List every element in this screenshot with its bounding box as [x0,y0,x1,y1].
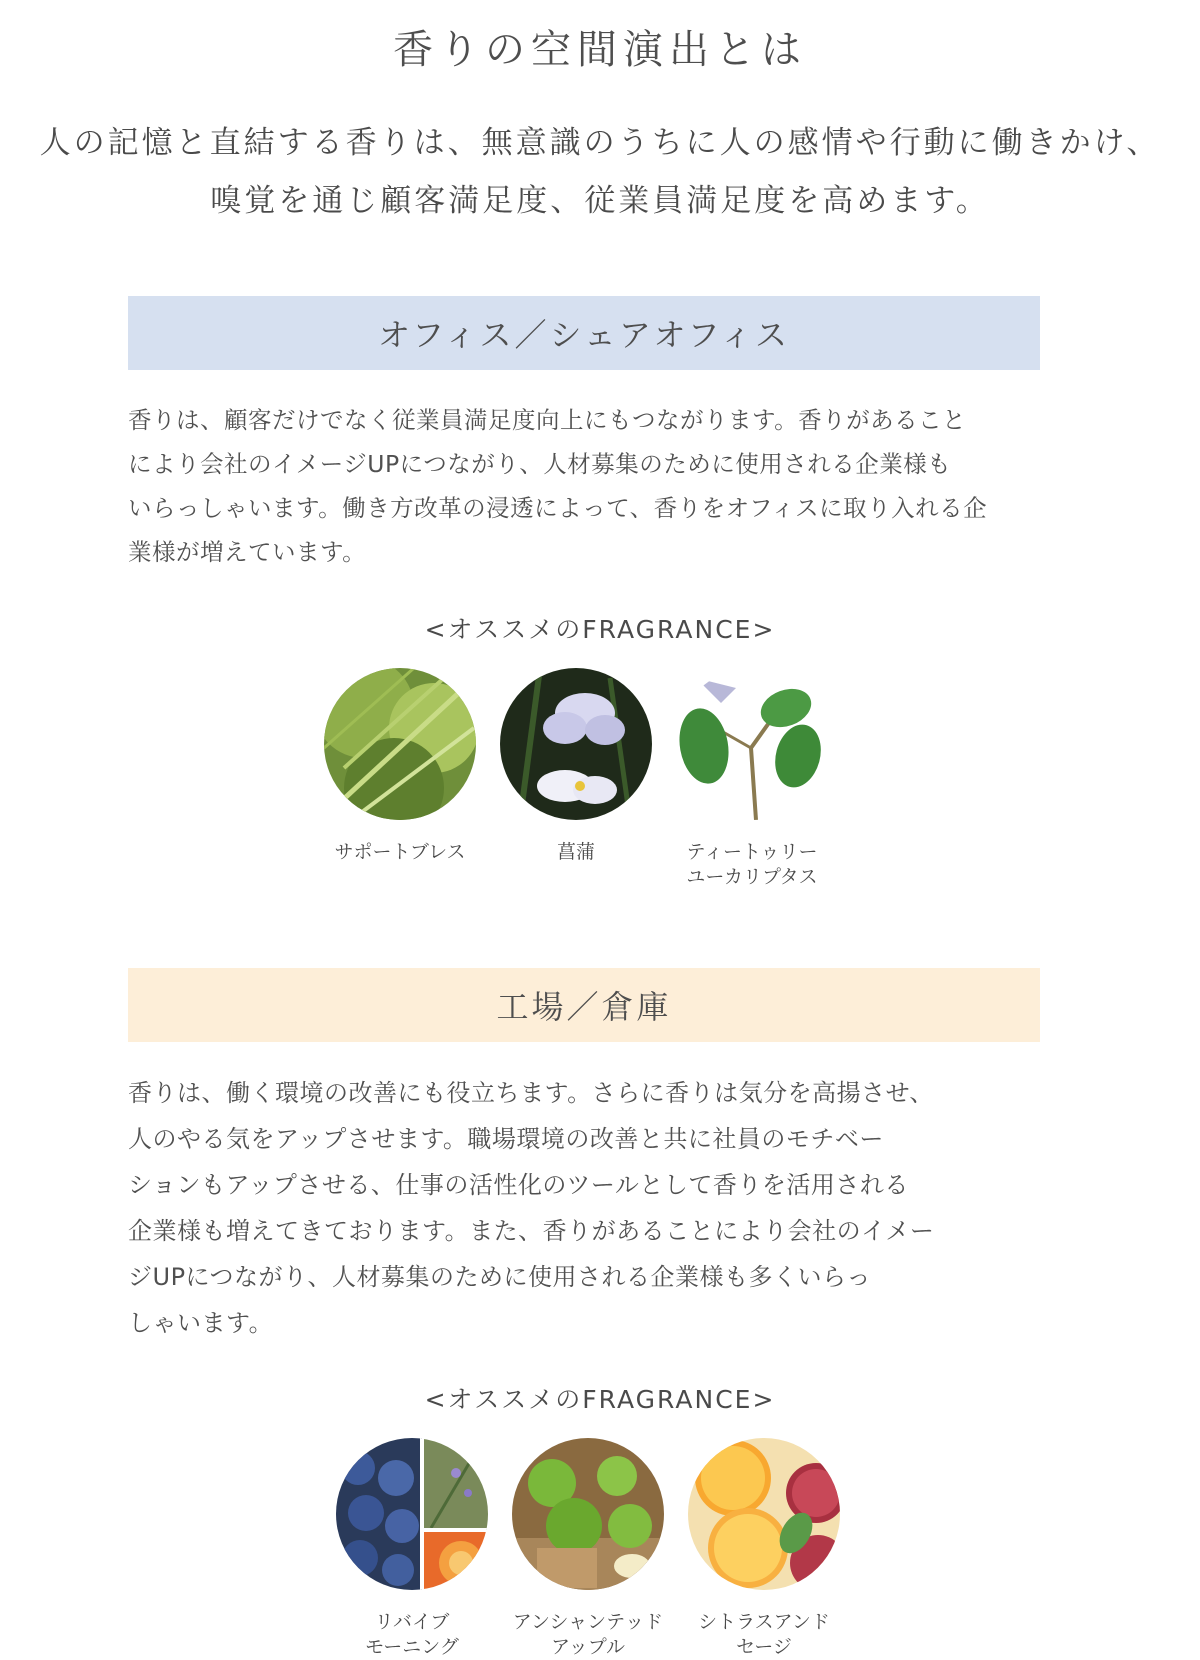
section-body-office [128,398,1040,574]
page-title: 香りの空間演出とは [393,27,807,73]
fragrance-label-line: リバイブ [374,1611,450,1633]
section-heading-factory: 工場／倉庫 [128,968,1040,1042]
body-line: しゃいます。 [128,1309,274,1337]
body-line: 香りは、働く環境の改善にも役立ちます。さらに香りは気分を高揚させ、 [128,1079,934,1107]
body-line: 香りは、顧客だけでなく従業員満足度向上にもつながります。香りがあること [128,406,967,434]
body-line: により会社のイメージUPにつながり、人材募集のために使用される企業様も [128,450,952,478]
eucalyptus-leaf-image [676,668,828,820]
fragrance-item[interactable] [322,1438,502,1660]
lead-line: 人の記憶と直結する香りは、無意識のうちに人の感情や行動に働きかけ、 [39,125,1161,161]
body-line: 業様が増えています。 [128,538,367,566]
fragrance-label-line: シトラスアンド [698,1611,830,1633]
green-apple-image [512,1438,664,1590]
fragrance-label-line: ユーカリプタス [686,866,818,888]
iris-flower-image [500,668,652,820]
body-line: ジUPにつながり、人材募集のために使用される企業様も多くいらっ [128,1263,872,1291]
fragrance-item[interactable] [674,1438,854,1660]
fragrance-label-line: ティートゥリー [686,841,818,863]
fragrance-label [662,840,842,890]
fragrance-label [322,1610,502,1660]
body-line: ションもアップさせる、仕事の活性化のツールとして香りを活用される [128,1171,909,1199]
cypress-leaves-image [324,668,476,820]
body-line: 人のやる気をアップさせます。職場環境の改善と共に社員のモチベー [128,1125,884,1153]
section-body-factory [128,1070,1040,1346]
fragrance-label-line: モーニング [365,1636,459,1658]
citrus-slice-image [688,1438,840,1590]
fragrance-label-line: アンシャンテッド [512,1611,664,1633]
fragrance-item[interactable] [486,668,666,865]
lead-line: 嗅覚を通じ顧客満足度、従業員満足度を高めます。 [210,183,990,219]
fragrance-label [498,1610,678,1660]
fragrance-item[interactable] [498,1438,678,1660]
body-line: いらっしゃいます。働き方改革の浸透によって、香りをオフィスに取り入れる企 [128,494,988,522]
section-heading-office: オフィス／シェアオフィス [128,296,1040,370]
body-line: 企業様も増えてきております。また、香りがあることにより会社のイメー [128,1217,935,1245]
juniper-berry-image [336,1438,488,1590]
fragrance-label-line: アップル [551,1636,625,1658]
fragrance-label-line: サポートブレス [334,841,466,863]
recommend-title-office: <オススメのFRAGRANCE> [424,615,776,644]
lead-text [0,114,1200,230]
fragrance-label-line: セージ [736,1636,792,1658]
fragrance-label [486,840,666,865]
fragrance-item[interactable] [662,668,842,890]
fragrance-label [674,1610,854,1660]
fragrance-item[interactable] [310,668,490,865]
fragrance-label-line: 菖蒲 [556,841,595,863]
recommend-title-factory: <オススメのFRAGRANCE> [424,1385,776,1414]
fragrance-label [310,840,490,865]
